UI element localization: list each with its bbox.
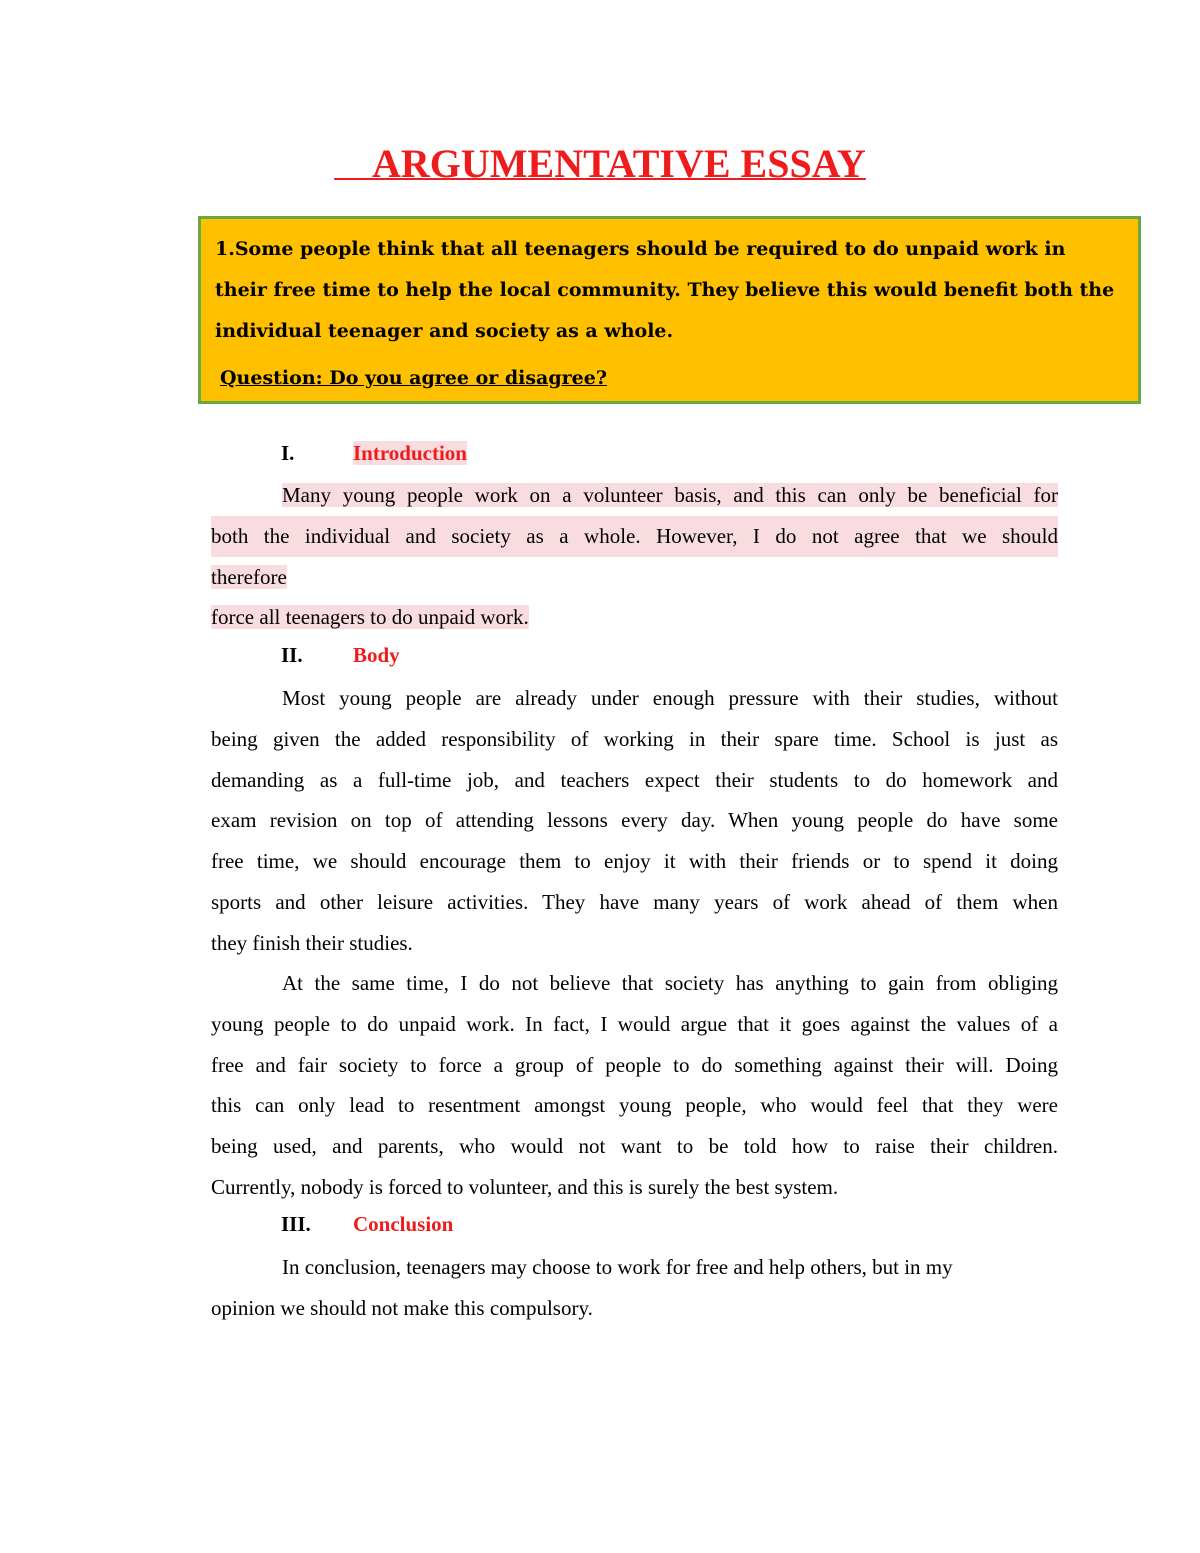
section-title: Introduction bbox=[353, 441, 467, 465]
text-line: being used, and parents, who would not want to be told how to raise their children. bbox=[211, 1134, 1058, 1159]
prompt-text: 1.Some people think that all teenagers should be required to do unpaid work in their free time to help the local community. They believe this would benefit both the individual teenager and society as a whole. bbox=[215, 238, 1115, 342]
section-heading-body bbox=[281, 643, 400, 668]
section-number: III. bbox=[281, 1212, 311, 1236]
text-line: exam revision on top of attending lessons every day. When young people do have some bbox=[211, 808, 1058, 833]
essay-title bbox=[0, 140, 1200, 187]
text-line: free and fair society to force a group of people to do something against their will. Doing bbox=[211, 1052, 1058, 1077]
prompt-box bbox=[198, 216, 1141, 404]
section-title: Conclusion bbox=[353, 1212, 454, 1236]
text-line: they finish their studies. bbox=[211, 930, 413, 955]
text-line: In conclusion, teenagers may choose to work for free and help others, but in my bbox=[282, 1255, 953, 1279]
title-text: ARGUMENTATIVE ESSAY bbox=[371, 141, 866, 186]
body-paragraph-2 bbox=[211, 963, 1058, 1208]
section-heading-conclusion bbox=[281, 1212, 453, 1237]
text-line: Currently, nobody is forced to volunteer, and this is surely the best system. bbox=[211, 1174, 839, 1199]
text-line: Most young people are already under enough pressure with their studies, without bbox=[282, 686, 1058, 710]
section-heading-introduction bbox=[281, 441, 467, 466]
section-number: II. bbox=[281, 643, 303, 667]
text-line: opinion we should not make this compulsory. bbox=[211, 1295, 593, 1320]
introduction-paragraph bbox=[211, 475, 1058, 638]
section-title: Body bbox=[353, 643, 400, 667]
text-line: At the same time, I do not believe that society has anything to gain from obliging bbox=[282, 971, 1058, 995]
title-underline-lead bbox=[334, 141, 372, 186]
conclusion-paragraph bbox=[211, 1247, 1058, 1329]
section-number: I. bbox=[281, 441, 295, 465]
prompt-question: Question: Do you agree or disagree? bbox=[220, 367, 607, 389]
text-line: this can only lead to resentment amongst young people, who would feel that they were bbox=[211, 1093, 1058, 1118]
text-line: sports and other leisure activities. They have many years of work ahead of them when bbox=[211, 889, 1058, 914]
text-line: being given the added responsibility of working in their spare time. School is just as bbox=[211, 726, 1058, 751]
text-line: Many young people work on a volunteer basis, and this can only be beneficial for bbox=[282, 483, 1058, 507]
text-line: therefore bbox=[211, 564, 287, 589]
text-line: force all teenagers to do unpaid work. bbox=[211, 605, 529, 630]
body-paragraph-1 bbox=[211, 678, 1058, 964]
text-line: free time, we should encourage them to enjoy it with their friends or to spend it doing bbox=[211, 849, 1058, 874]
text-line: demanding as a full-time job, and teachers expect their students to do homework and bbox=[211, 767, 1058, 792]
text-line: young people to do unpaid work. In fact, I would argue that it goes against the values of a bbox=[211, 1011, 1058, 1036]
text-line: both the individual and society as a whole. However, I do not agree that we should bbox=[211, 516, 1058, 557]
